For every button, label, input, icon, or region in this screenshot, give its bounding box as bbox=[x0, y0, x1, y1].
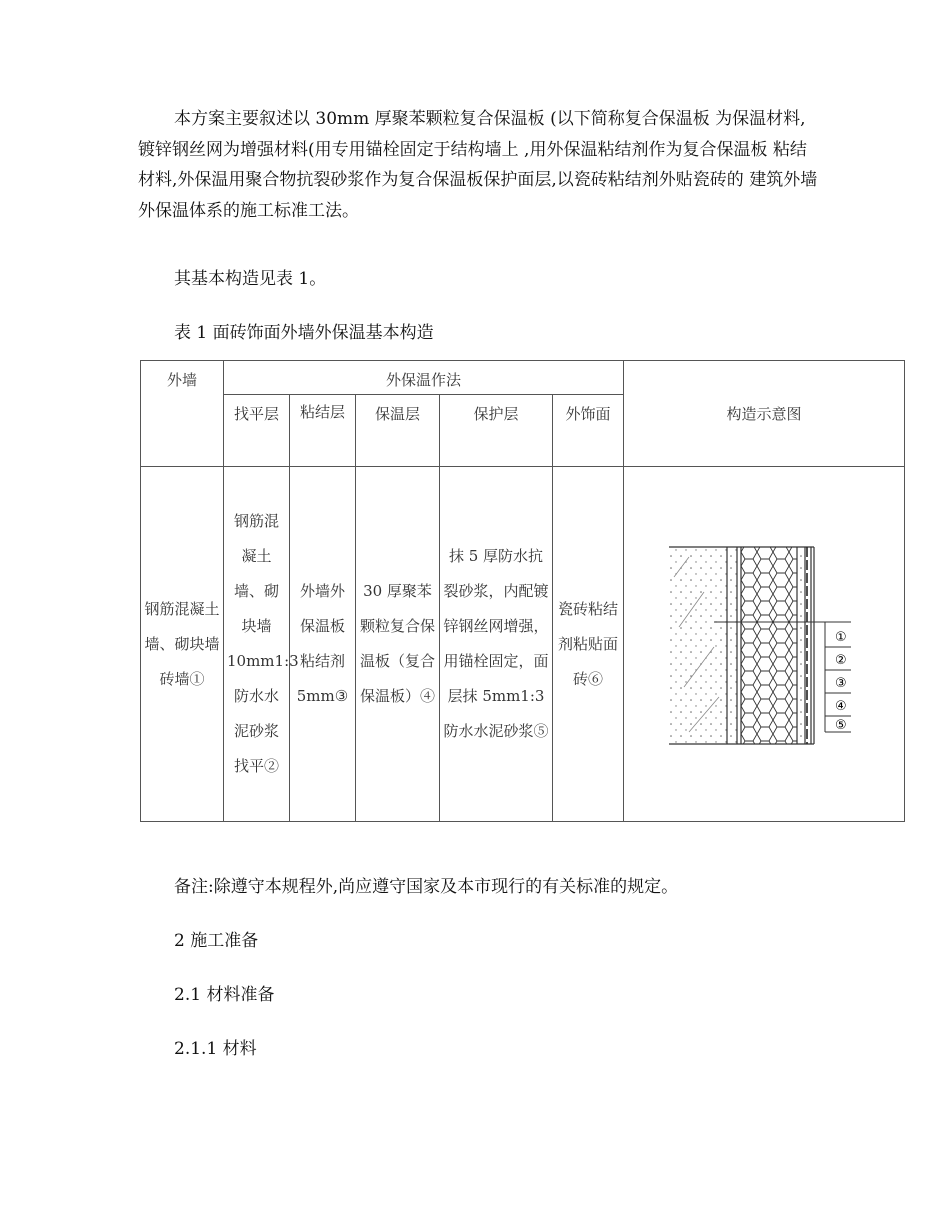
section-2-1-1-heading: 2.1.1 材料 bbox=[174, 1039, 257, 1059]
diagram-cell bbox=[624, 467, 905, 822]
section-2-heading: 2 施工准备 bbox=[174, 931, 259, 951]
leveling-layer bbox=[727, 547, 737, 744]
header-wall: 外墙 bbox=[141, 361, 224, 467]
protective-layer bbox=[799, 547, 805, 744]
diagram-label-1: ① bbox=[835, 630, 847, 645]
cell-wall: 钢筋混凝土墙、砌块墙砖墙① bbox=[141, 467, 224, 822]
diagram-label-5: ⑤ bbox=[835, 718, 847, 733]
cell-finish: 瓷砖粘结剂粘贴面砖⑥ bbox=[553, 467, 624, 822]
section-2-1-heading: 2.1 材料准备 bbox=[174, 985, 275, 1005]
header-protect: 保护层 bbox=[440, 395, 553, 467]
header-diagram: 构造示意图 bbox=[624, 361, 905, 467]
header-finish: 外饰面 bbox=[553, 395, 624, 467]
wall-construction-diagram bbox=[629, 517, 899, 767]
header-method: 外保温作法 bbox=[224, 361, 624, 395]
table-caption: 表 1 面砖饰面外墙外保温基本构造 bbox=[174, 323, 434, 343]
concrete-wall-layer bbox=[669, 547, 727, 744]
structure-reference: 其基本构造见表 1。 bbox=[174, 269, 327, 289]
header-bond: 粘结层 bbox=[290, 395, 356, 467]
diagram-label-2: ② bbox=[835, 653, 847, 668]
header-insulation: 保温层 bbox=[356, 395, 440, 467]
cell-bond: 外墙外保温板粘结剂5mm③ bbox=[290, 467, 356, 822]
note: 备注:除遵守本规程外,尚应遵守国家及本市现行的有关标准的规定。 bbox=[174, 877, 679, 897]
construction-table bbox=[140, 360, 905, 822]
insulation-layer bbox=[741, 547, 797, 744]
header-level: 找平层 bbox=[224, 395, 290, 467]
cell-protect: 抹 5 厚防水抗裂砂浆，内配镀锌钢丝网增强，用锚栓固定，面层抹 5mm1:3 防水水泥砂浆⑤ bbox=[440, 467, 553, 822]
cell-insulation: 30 厚聚苯颗粒复合保温板（复合保温板）④ bbox=[356, 467, 440, 822]
diagram-label-3: ③ bbox=[835, 676, 847, 691]
cell-level: 钢筋混凝土墙、砌块墙10mm1:3 防水水泥砂浆找平② bbox=[224, 467, 290, 822]
diagram-label-4: ④ bbox=[835, 699, 847, 714]
intro-paragraph: 本方案主要叙述以 30mm 厚聚苯颗粒复合保温板 (以下简称复合保温板 为保温材料, 镀锌钢丝网为增强材料(用专用锚栓固定于结构墙上 ,用外保温粘结剂作为复合保温板 粘结材料,外保温用聚合物抗裂砂浆作为复合保温板保护面层,以瓷砖粘结剂外贴瓷砖的 建筑外墙外保温体系的施工标准工法。 bbox=[138, 109, 818, 221]
